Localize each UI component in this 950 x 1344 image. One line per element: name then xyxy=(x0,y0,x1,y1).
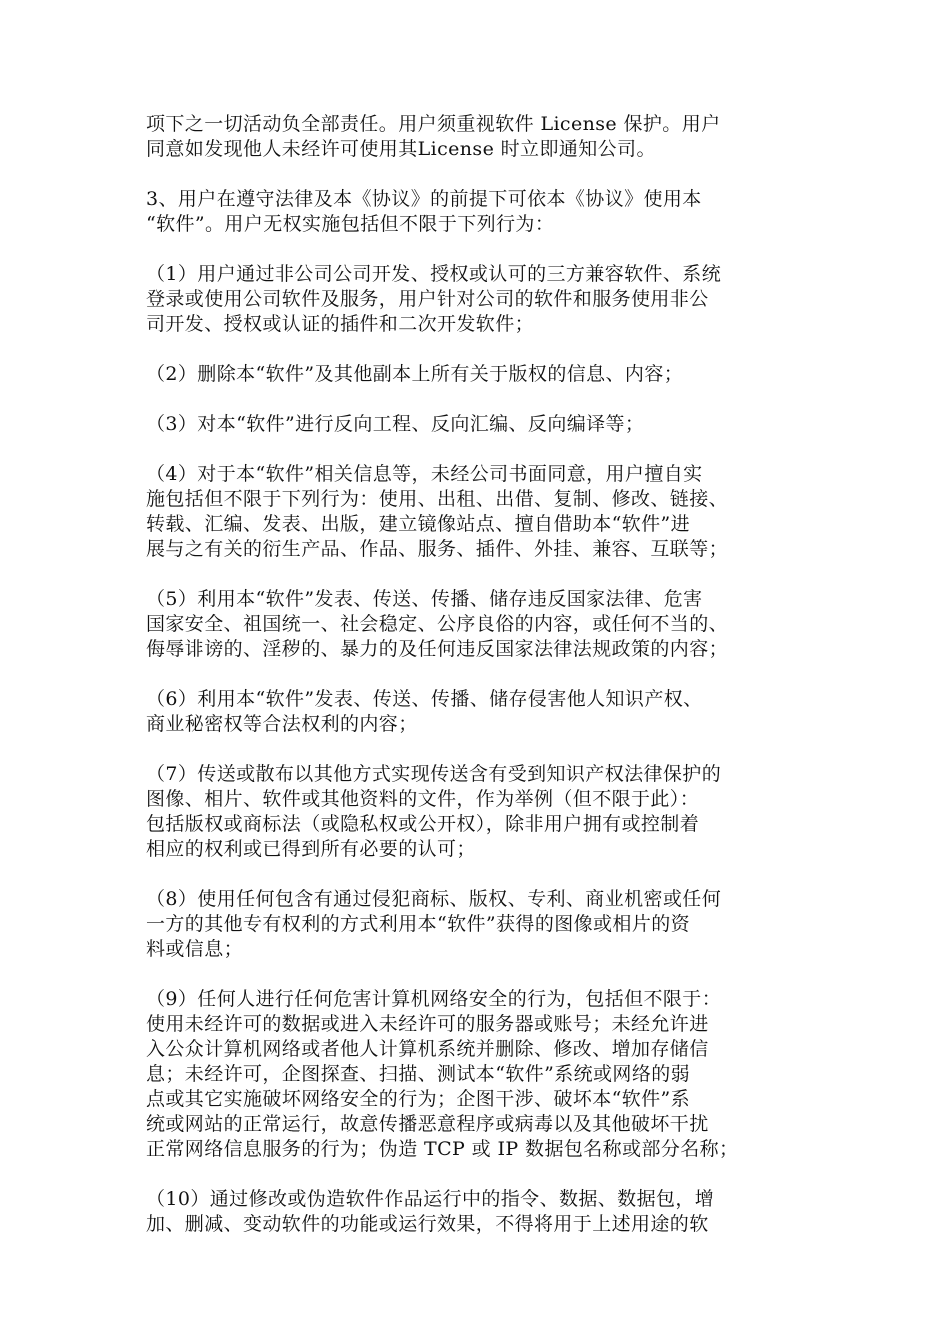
text-line: 国家安全、祖国统一、社会稳定、公序良俗的内容，或任何不当的、 xyxy=(146,613,729,635)
text-line: （10）通过修改或伪造软件作品运行中的指令、数据、数据包，增 xyxy=(146,1188,715,1210)
text-line: （9）任何人进行任何危害计算机网络安全的行为，包括但不限于： xyxy=(146,988,722,1010)
text-line: （5）利用本“软件”发表、传送、传播、储存违反国家法律、危害 xyxy=(146,588,703,610)
paragraph-item-4 xyxy=(146,462,814,562)
paragraph-item-6 xyxy=(146,687,814,737)
text-line: 加、删减、变动软件的功能或运行效果，不得将用于上述用途的软 xyxy=(146,1213,709,1235)
text-line: 料或信息； xyxy=(146,938,244,960)
text-line: 转载、汇编、发表、出版，建立镜像站点、擅自借助本“软件”进 xyxy=(146,513,691,535)
paragraph-item-8 xyxy=(146,887,814,962)
text-line: （8）使用任何包含有通过侵犯商标、版权、专利、商业机密或任何 xyxy=(146,888,722,910)
text-line: 包括版权或商标法（或隐私权或公开权），除非用户拥有或控制着 xyxy=(146,813,700,835)
paragraph-clause-3 xyxy=(146,187,814,237)
text-line: 3、用户在遵守法律及本《协议》的前提下可依本《协议》使用本 xyxy=(146,188,702,210)
text-line: 登录或使用公司软件及服务，用户针对公司的软件和服务使用非公 xyxy=(146,288,709,310)
text-line: （7）传送或散布以其他方式实现传送含有受到知识产权法律保护的 xyxy=(146,763,722,785)
paragraph-item-9 xyxy=(146,987,814,1162)
text-line: 展与之有关的衍生产品、作品、服务、插件、外挂、兼容、互联等； xyxy=(146,538,729,560)
paragraph-item-5 xyxy=(146,587,814,662)
text-line: （2）删除本“软件”及其他副本上所有关于版权的信息、内容； xyxy=(146,363,684,385)
paragraph-item-2 xyxy=(146,362,814,387)
text-line: 使用未经许可的数据或进入未经许可的服务器或账号；未经允许进 xyxy=(146,1013,709,1035)
text-line: 项下之一切活动负全部责任。用户须重视软件 License 保护。用户 xyxy=(146,113,721,135)
text-line: （3）对本“软件”进行反向工程、反向汇编、反向编译等； xyxy=(146,413,645,435)
text-line: 正常网络信息服务的行为；伪造 TCP 或 IP 数据包名称或部分名称； xyxy=(146,1138,739,1160)
text-line: “软件”。用户无权实施包括但不限于下列行为： xyxy=(146,213,555,235)
text-line: 同意如发现他人未经许可使用其License 时立即通知公司。 xyxy=(146,138,656,160)
text-line: 司开发、授权或认证的插件和二次开发软件； xyxy=(146,313,535,335)
paragraph-item-3 xyxy=(146,412,814,437)
text-line: 侮辱诽谤的、淫秽的、暴力的及任何违反国家法律法规政策的内容； xyxy=(146,638,729,660)
text-line: 商业秘密权等合法权利的内容； xyxy=(146,713,418,735)
paragraph-item-1 xyxy=(146,262,814,337)
text-line: 点或其它实施破坏网络安全的行为；企图干涉、破坏本“软件”系 xyxy=(146,1088,691,1110)
text-line: 统或网站的正常运行，故意传播恶意程序或病毒以及其他破坏干扰 xyxy=(146,1113,709,1135)
text-line: 图像、相片、软件或其他资料的文件，作为举例（但不限于此）： xyxy=(146,788,700,810)
text-line: 施包括但不限于下列行为：使用、出租、出借、复制、修改、链接、 xyxy=(146,488,729,510)
text-line: 息；未经许可，企图探查、扫描、测试本“软件”系统或网络的弱 xyxy=(146,1063,691,1085)
text-line: 一方的其他专有权利的方式利用本“软件”获得的图像或相片的资 xyxy=(146,913,691,935)
text-line: （1）用户通过非公司公司开发、授权或认可的三方兼容软件、系统 xyxy=(146,263,722,285)
text-line: 相应的权利或已得到所有必要的认可； xyxy=(146,838,476,860)
paragraph-license-responsibility xyxy=(146,112,814,162)
text-line: （4）对于本“软件”相关信息等，未经公司书面同意，用户擅自实 xyxy=(146,463,703,485)
paragraph-item-7 xyxy=(146,762,814,862)
paragraph-item-10 xyxy=(146,1187,814,1237)
text-line: 入公众计算机网络或者他人计算机系统并删除、修改、增加存储信 xyxy=(146,1038,709,1060)
document-page xyxy=(146,112,814,1262)
text-line: （6）利用本“软件”发表、传送、传播、储存侵害他人知识产权、 xyxy=(146,688,703,710)
